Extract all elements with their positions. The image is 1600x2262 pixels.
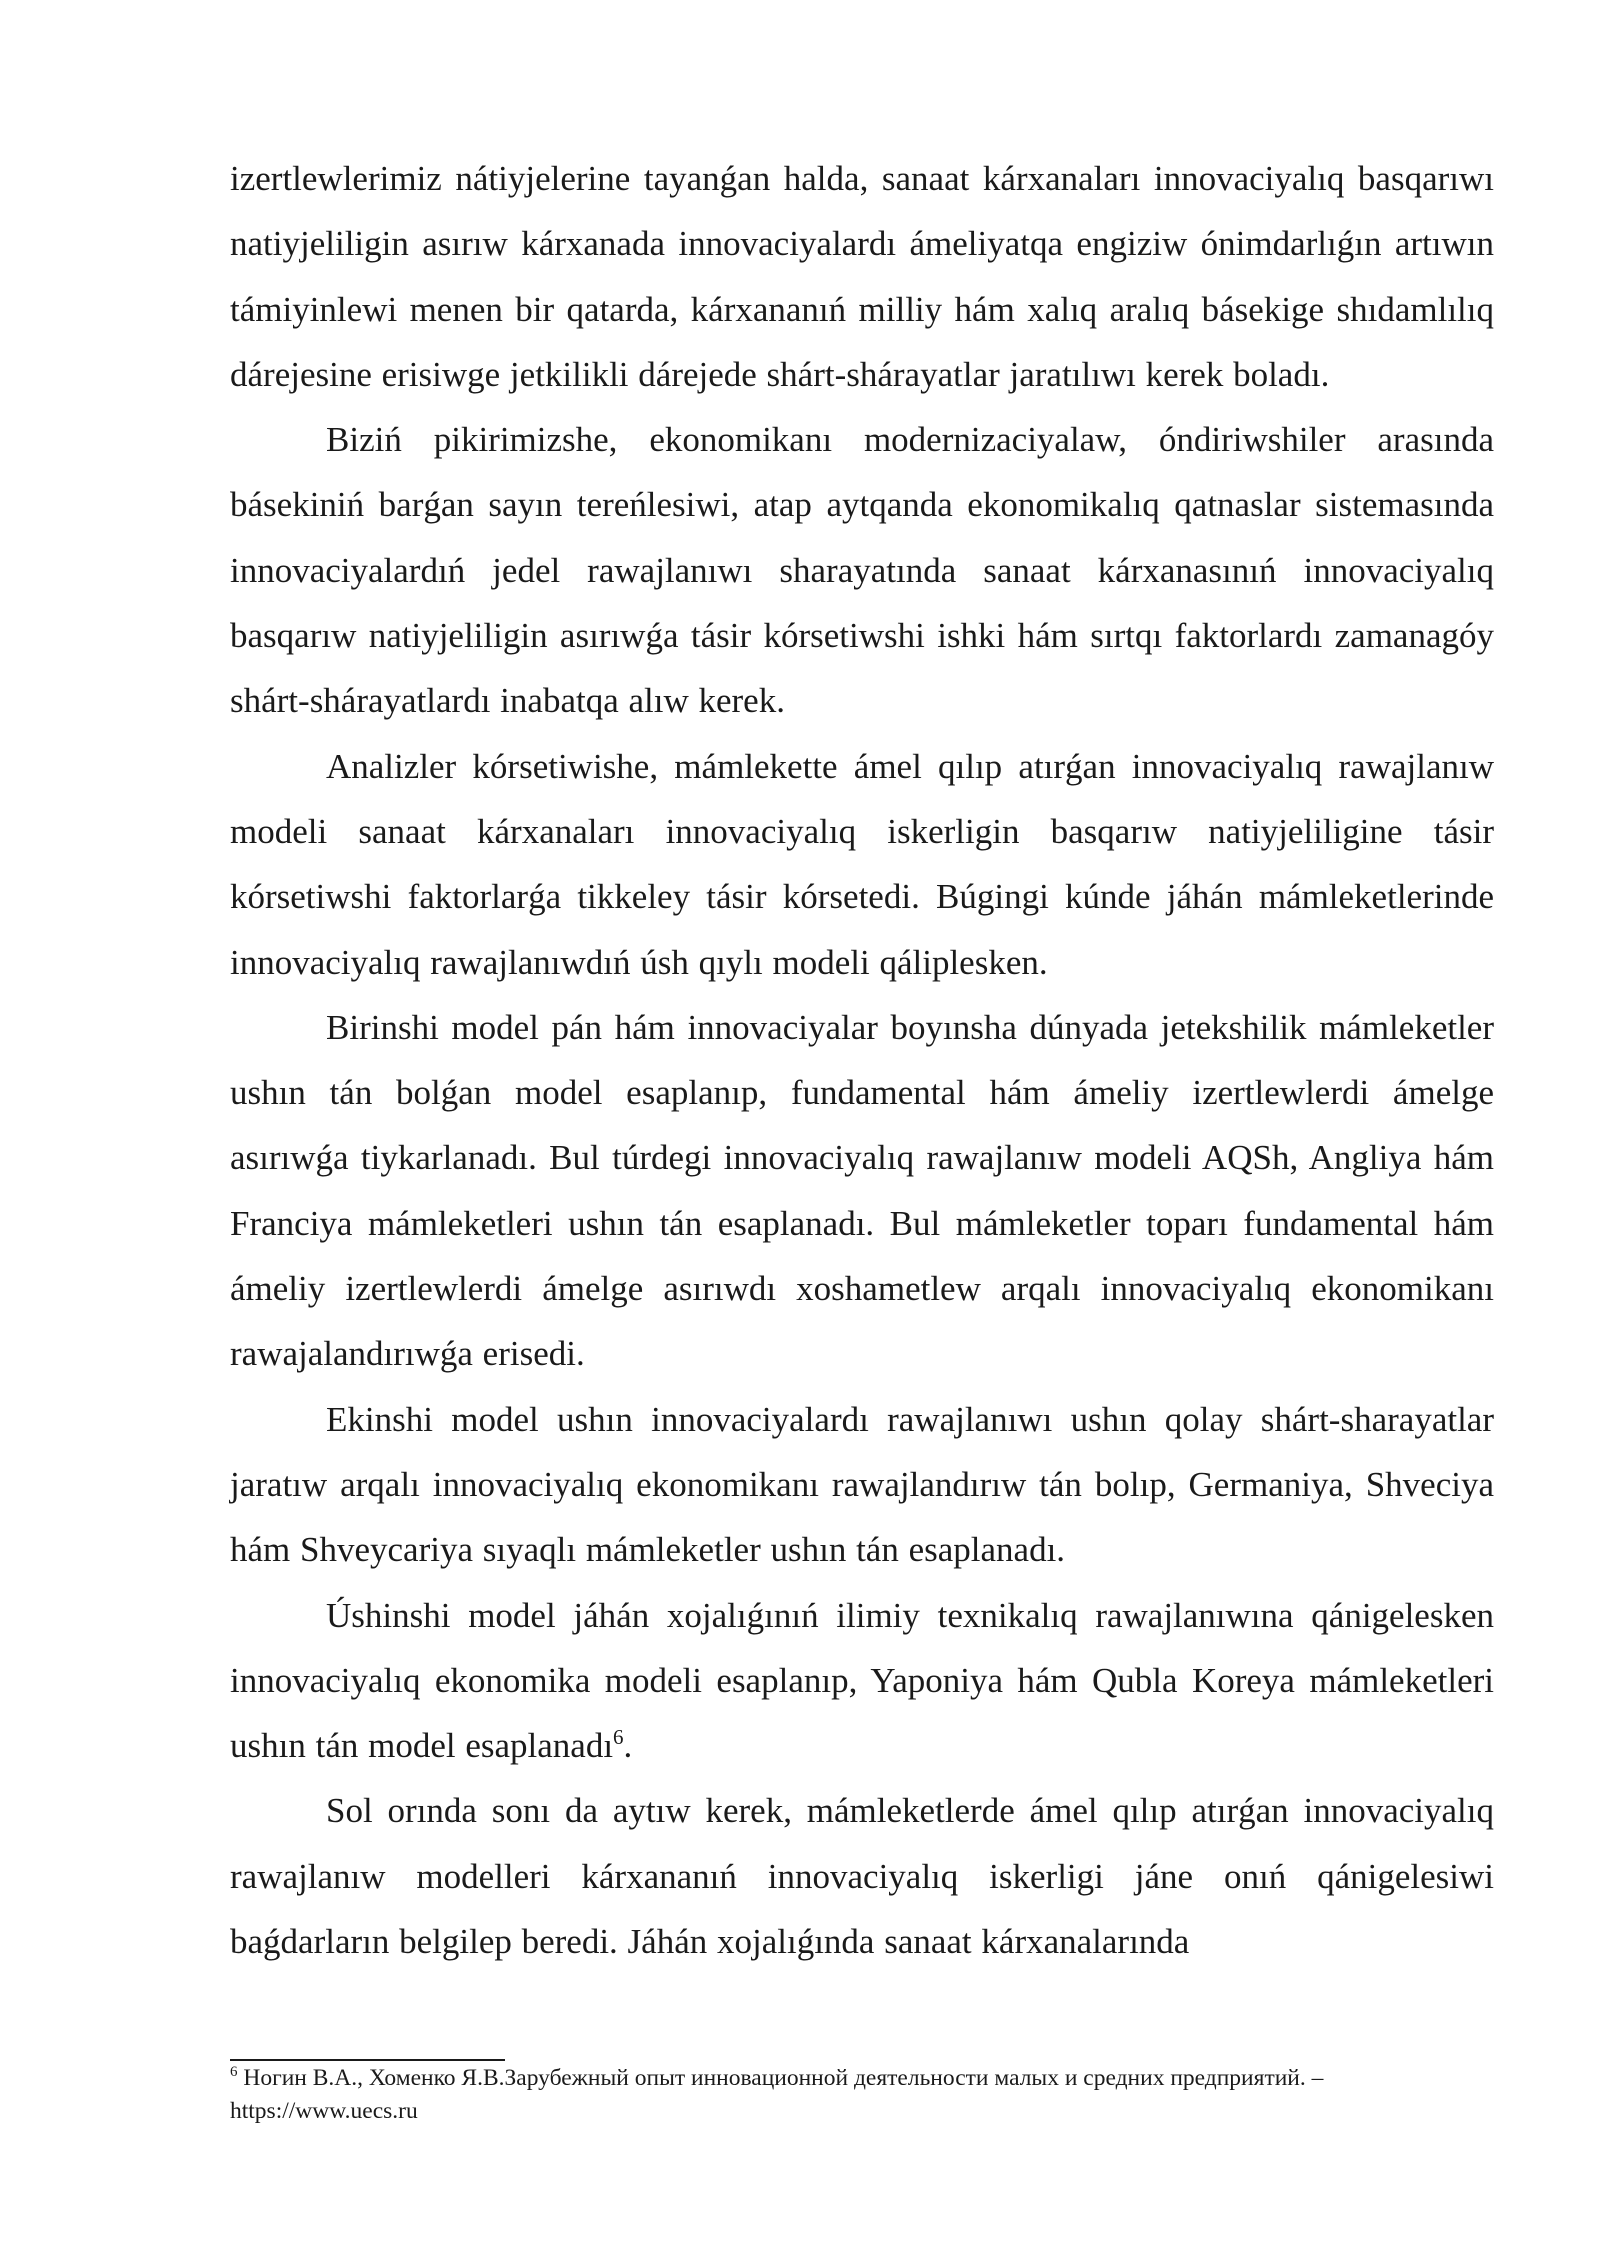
paragraph-5-text: Ekinshi model ushın innovaciyalardı rawajlanıwı ushın qolay shárt-sharayatlar jaratıw arqalı innovaciyalıq ekonomikanı rawajlandırıw tán bolıp, Germaniya, Shveciya hám Shveycariya sıyaqlı mámleketler ushın tán esaplanadı. [230,1399,1494,1570]
paragraph-3-text: Analizler kórsetiwishe, mámlekette ámel qılıp atırǵan innovaciyalıq rawajlanıw modeli sanaat kárxanaları innovaciyalıq iskerligin basqarıw natiyjeliligine tásir kórsetiwshi faktorlarǵa tikkeley tásir kórsetedi. Búgingi kúnde jáhán mámleketlerinde innovaciyalıq rawajlanıwdıń úsh qıylı modeli qáliplesken. [230,746,1494,982]
paragraph-6-end: . [623,1726,633,1766]
footnote-separator [230,2059,505,2061]
body-text [230,146,1494,1974]
paragraph-7-text: Sol orında sonı da aytıw kerek, mámleketlerde ámel qılıp atırǵan innovaciyalıq rawajlanıw modelleri kárxananıń innovaciyalıq iskerligi jáne onıń qánigelesiwi baǵdarların belgilep beredi. Jáhán xojalıǵında sanaat kárxanalarında [230,1791,1494,1962]
paragraph-2-text: Biziń pikirimizshe, ekonomikanı modernizaciyalaw, óndiriwshiler arasında básekiniń barǵan sayın tereńlesiwi, atap aytqanda ekonomikalıq qatnaslar sistemasında innovaciyalardıń jedel rawajlanıwı sharayatında sanaat kárxanasınıń innovaciyalıq basqarıw natiyjeliligin asırıwǵa tásir kórsetiwshi ishki hám sırtqı faktorlardı zamanagóy shárt-shárayatlardı inabatqa alıw kerek. [230,420,1494,721]
footnote-reference[interactable]: 6 [613,1725,624,1750]
paragraph-4 [230,995,1494,1387]
paragraph-4-text: Birinshi model pán hám innovaciyalar boyınsha dúnyada jetekshilik mámleketler ushın tán bolǵan model esaplanıp, fundamental hám ámeliy izertlewlerdi ámelge asırıwǵa tiykarlanadı. Bul túrdegi innovaciyalıq rawajlanıw modeli AQSh, Angliya hám Franciya mámleketleri ushın tán esaplanadı. Bul mámleketler toparı fundamental hám ámeliy izertlewlerdi ámelge asırıwdı xoshametlew arqalı innovaciyalıq ekonomikanı rawajalandırıwǵa erisedi. [230,1007,1494,1374]
paragraph-2 [230,407,1494,733]
footnote-text: Ногин В.А., Хоменко Я.В.Зарубежный опыт инновационной деятельности малых и средних предприятий. – https://www.uecs.ru [230,2065,1324,2124]
paragraph-6-text: Úshinshi model jáhán xojalıǵınıń ilimiy texnikalıq rawajlanıwına qánigelesken innovaciyalıq ekonomika modeli esaplanıp, Yaponiya hám Qubla Koreya mámleketleri ushın tán model esaplanadı [230,1595,1494,1766]
paragraph-5 [230,1387,1494,1583]
footnote-number: 6 [230,2064,238,2080]
paragraph-1-text: izertlewlerimiz nátiyjelerine tayanǵan halda, sanaat kárxanaları innovaciyalıq basqarıwı natiyjeliligin asırıw kárxanada innovaciyalardı ámeliyatqa engiziw ónimdarlıǵın artıwın támiyinlewi menen bir qatarda, kárxananıń milliy hám xalıq aralıq básekige shıdamlılıq dárejesine erisiwge jetkilikli dárejede shárt-shárayatlar jaratılıwı kerek boladı. [230,159,1494,394]
paragraph-7 [230,1778,1494,1974]
footnote [230,2062,1494,2128]
paragraph-6 [230,1583,1494,1779]
paragraph-3 [230,734,1494,995]
paragraph-1 [230,146,1494,407]
